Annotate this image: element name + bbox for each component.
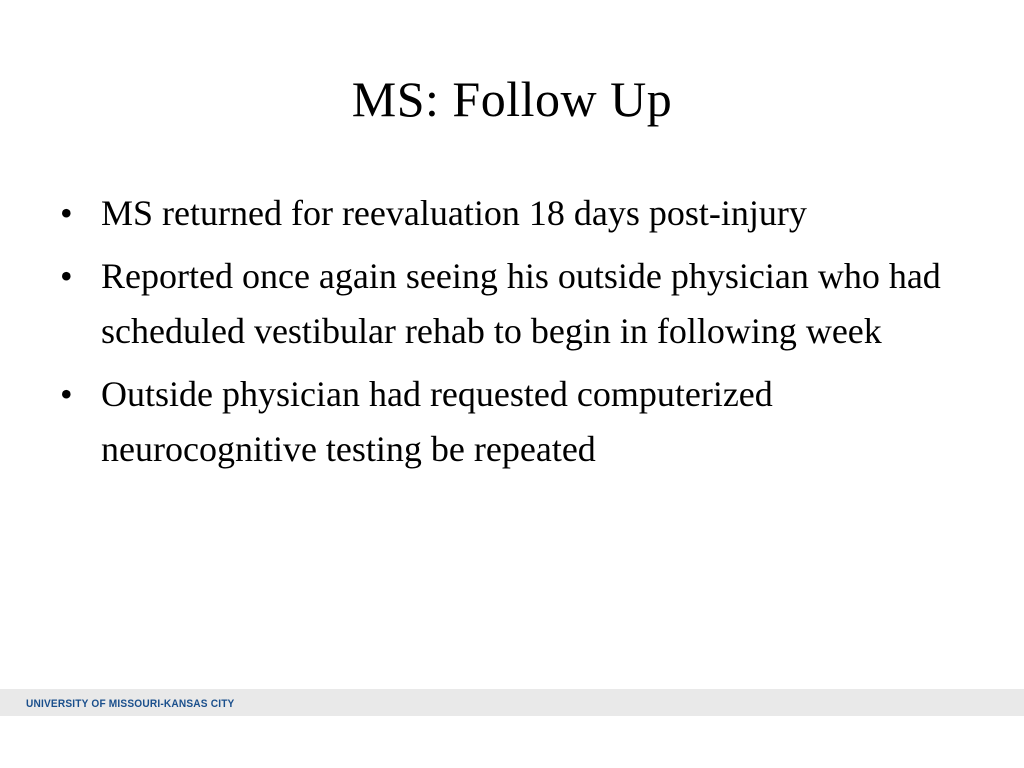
bullet-list xyxy=(60,186,960,485)
bullet-text: Outside physician had requested computerized neurocognitive testing be repeated xyxy=(101,374,773,469)
bullet-text: Reported once again seeing his outside physician who had scheduled vestibular rehab to begin in following week xyxy=(101,256,941,351)
bullet-item xyxy=(60,367,960,477)
bullet-item xyxy=(60,249,960,359)
bullet-symbol: • xyxy=(60,374,73,414)
bullet-symbol: • xyxy=(60,256,73,296)
slide-title: MS: Follow Up xyxy=(351,71,673,127)
university-logo: UNIVERSITY OF MISSOURI-KANSAS CITY xyxy=(26,698,235,710)
bullet-item xyxy=(60,186,960,241)
bullet-text: MS returned for reevaluation 18 days post-injury xyxy=(101,193,807,233)
bullet-symbol: • xyxy=(60,193,73,233)
